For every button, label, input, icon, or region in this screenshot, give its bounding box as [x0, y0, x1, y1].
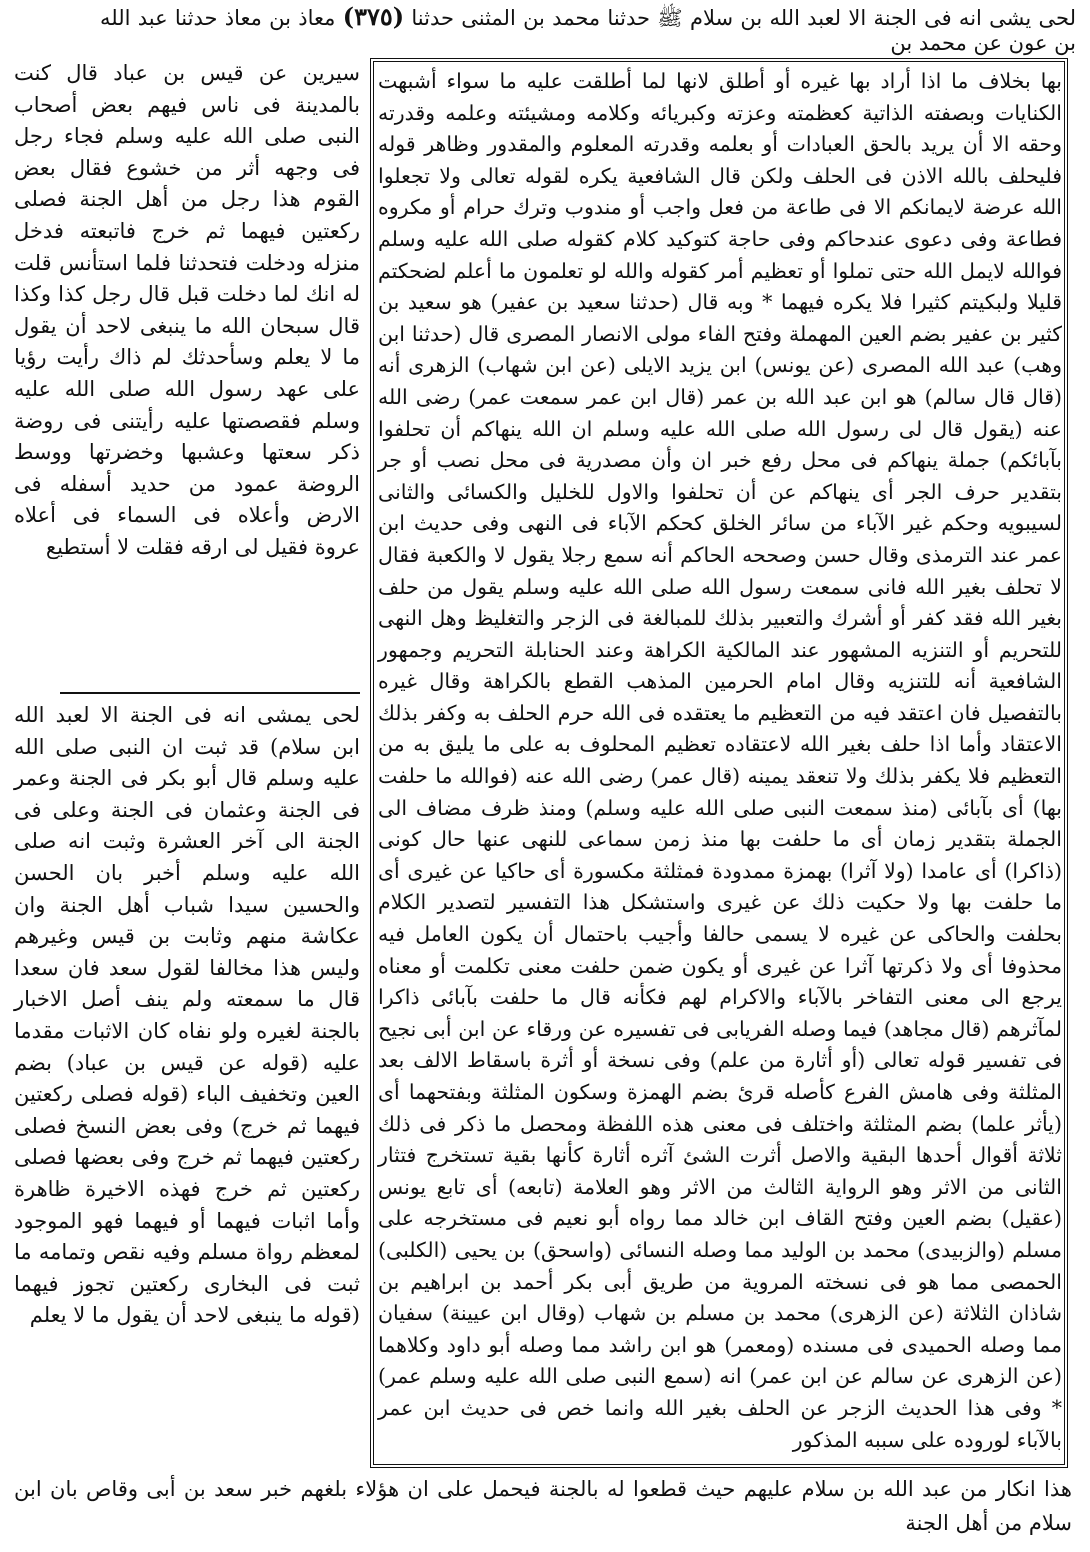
running-header — [100, 4, 1076, 56]
page-number: (٣٧٥) — [342, 2, 405, 31]
commentary-text: بها بخلاف ما اذا أراد بها غيره أو أطلق لانها لما أطلقت عليه ما سواء أشبهت الكنايات وبصفته الذاتية كعظمته وعزته وكبريائه وكلامه ومشيئته وعلمه وقدرته وحقه الا أن يريد بالحق العبادات أو بعلمه وقدرته المعلوم والمقدور وظاهر قوله فليحلف بالله الاذن فى الحلف ولكن قال الشافعية يكره لقوله تعالى ولا تجعلوا الله عرضة لايمانكم الا فى طاعة من فعل واجب أو مندوب وترك حرام أو مكروه فطاعة وفى دعوى عندحاكم وفى حاجة كتوكيد كلام كقوله صلى الله عليه وسلم فوالله لايمل الله حتى تملوا أو تعظيم أمر كقوله والله لو تعلمون ما أعلم لضحكتم قليلا ولبكيتم كثيرا فلا يكره فيهما * وبه قال (حدثنا سعيد بن عفير) هو سعيد بن كثير بن عفير بضم العين المهملة وفتح الفاء مولى الانصار المصرى قال (حدثنا ابن وهب) عبد الله المصرى (عن يونس) ابن يزيد الايلى (عن ابن شهاب) الزهرى أنه (قال قال سالم) هو ابن عبد الله بن عمر (قال ابن عمر سمعت عمر) رضى الله عنه (يقول قال لى رسول الله صلى الله عليه وسلم ان الله ينهاكم أن تحلفوا بآبائكم) جملة ينهاكم فى محل رفع خبر ان وأن مصدرية فى محل نصب أو جر بتقدير حرف الجر أى ينهاكم عن أن تحلفوا والاول للخليل والكسائى والثانى لسيبويه وحكم غير الآباء من سائر الخلق كحكم الآباء فى النهى وفى حديث ابن عمر عند الترمذى وقال حسن وصححه الحاكم أنه سمع رجلا يقول لا والكعبة فقال لا تحلف بغير الله فانى سمعت رسول الله صلى الله عليه وسلم يقول من حلف بغير الله فقد كفر أو أشرك والتعبير بذلك للمبالغة فى الزجر والتغليظ وهل النهى للتحريم أو التنزيه المشهور عند المالكية الكراهة وعند الحنابلة التحريم وجمهور الشافعية أنه للتنزيه وقال امام الحرمين المذهب القطع بالكراهة وقال غيره بالتفصيل فان اعتقد فيه من التعظيم ما يعتقده فى الله حرم الحلف به وكفر بذلك الاعتقاد وأما اذا حلف بغير الله لاعتقاده تعظيم المحلوف به على ما يليق به من التعظيم فلا يكفر بذلك ولا تنعقد يمينه (قال عمر) رضى الله عنه (فوالله ما حلفت بها) أى بآبائى (منذ سمعت النبى صلى الله عليه وسلم) ومنذ ظرف مضاف الى الجملة بتقدير زمان أى ما حلفت بها منذ زمن سماعى للنهى عنها حال كونى (ذاكرا) أى عامدا (ولا آثرا) بهمزة ممدودة فمثلثة مكسورة أى حاكيا عن غيرى أى ما حلفت بها ولا حكيت ذلك عن غيرى واستشكل هذا التفسير لتصدير الكلام بحلفت والحاكى عن غيره لا يسمى حالفا وأجيب باحتمال أن يكون العامل فيه محذوفا أى ولا ذكرتها آثرا عن غيرى أو يكون ضمن حلفت معنى تكلمت أو معناه يرجع الى معنى التفاخر بالآباء والاكرام لهم فكأنه قال ما حلفت بآبائى ذاكرا لمآثرهم (قال مجاهد) فيما وصله الفريابى فى تفسيره عن ورقاء عن ابن أبى نجيح فى تفسير قوله تعالى (أو أثارة من علم) وفى نسخة أو أثرة باسقاط الالف بعد المثلثة وفى هامش الفرع كأصله قرئ بضم الهمزة وسكون المثلثة وبفتحهما أى (يأثر علما) بضم المثلثة واختلف فى معنى هذه اللفظة ومحصل ما ذكر فى ذلك ثلاثة أقوال أحدها البقية والاصل أثرت الشئ آثره أثارة كأنها بقية تستخرج فتثار الثانى من الاثر وهو الرواية الثالث من الاثر وهو العلامة (تابعه) أى تابع يونس (عقيل) بضم العين وفتح القاف ابن خالد مما رواه أبو نعيم فى مستخرجه على مسلم (والزبيدى) محمد بن الوليد مما وصله النسائى (واسحق) بن يحيى (الكلبى) الحمصى مما هو فى نسخته المروية من طريق أبى بكر أحمد بن ابراهيم بن شاذان الثلاثة (عن الزهرى) محمد بن مسلم بن شهاب (وقال ابن عيينة) سفيان مما وصله الحميدى فى مسنده (ومعمر) هو ابن راشد مما وصله أبو داود وكلاهما (عن الزهرى عن سالم عن ابن عمر) انه (سمع النبى صلى الله عليه وسلم عمر) * وفى هذا الحديث الزجر عن الحلف بغير الله وانما خص فى حديث ابن عمر بالآباء لوروده على سببه المذكور — [378, 69, 1062, 1452]
column-divider — [60, 692, 360, 694]
hadith-text-column: سيرين عن قيس بن عباد قال كنت بالمدينة فى ناس فيهم بعض أصحاب النبى صلى الله عليه وسلم فجاء رجل فى وجهه أثر من خشوع فقال بعض القوم هذا رجل من أهل الجنة فصلى ركعتين فيهما ثم خرج فاتبعته فدخل منزله ودخلت فتحدثنا فلما استأنس قلت له انك لما دخلت قبل قال رجل كذا وكذا قال سبحان الله ما ينبغى لاحد أن يقول ما لا يعلم وسأحدثك لم ذاك رأيت رؤيا على عهد رسول الله صلى الله عليه وسلم فقصصتها عليه رأيتنى فى روضة ذكر سعتها وعشبها وخضرتها ووسط الروضة عمود من حديد أسفله فى الارض وأعلاه فى السماء فى أعلاه عروة فقيل لى ارقه فقلت لا أستطيع — [14, 61, 360, 559]
side-commentary-column: لحى يمشى انه فى الجنة الا لعبد الله ابن سلام) قد ثبت ان النبى صلى الله عليه وسلم قال أبو بكر فى الجنة وعمر فى الجنة وعثمان فى الجنة وعلى فى الجنة الى آخر العشرة وثبت انه صلى الله عليه وسلم أخبر بان الحسن والحسين سيدا شباب أهل الجنة وان عكاشة منهم وثابت بن قيس وغيرهم وليس هذا مخالفا لقول سعد فان سعدا قال ما سمعته ولم ينف أصل الاخبار بالجنة لغيره ولو نفاه كان الاثبات مقدما عليه (قوله عن قيس بن عباد) بضم العين وتخفيف الباء (قوله فصلى ركعتين فيهما ثم خرج) وفى بعض النسخ فصلى ركعتين فيهما ثم خرج وفى بعضها فصلى ركعتين ثم خرج فهذه الاخيرة ظاهرة وأما اثبات فيهما أو فيهما فهو الموجود لمعظم رواة مسلم وفيه نقص وتمامه ما ثبت فى البخارى ركعتين تجوز فيهما (قوله ما ينبغى لاحد أن يقول ما لا يعلم — [14, 703, 360, 1328]
footer-text: هذا انكار من عبد الله بن سلام عليهم حيث قطعوا له بالجنة فيحمل على ان هؤلاء بلغهم خبر سعد بن أبى وقاص بان ابن سلام من أهل الجنة — [14, 1477, 1072, 1535]
header-text: لحى يشى انه فى الجنة الا لعبد الله بن سلام ﷺ حدثنا محمد بن المثنى حدثنا — [411, 6, 1076, 30]
header-text-after: معاذ بن معاذ حدثنا عبد الله بن عون عن محمد بن — [100, 6, 1076, 55]
